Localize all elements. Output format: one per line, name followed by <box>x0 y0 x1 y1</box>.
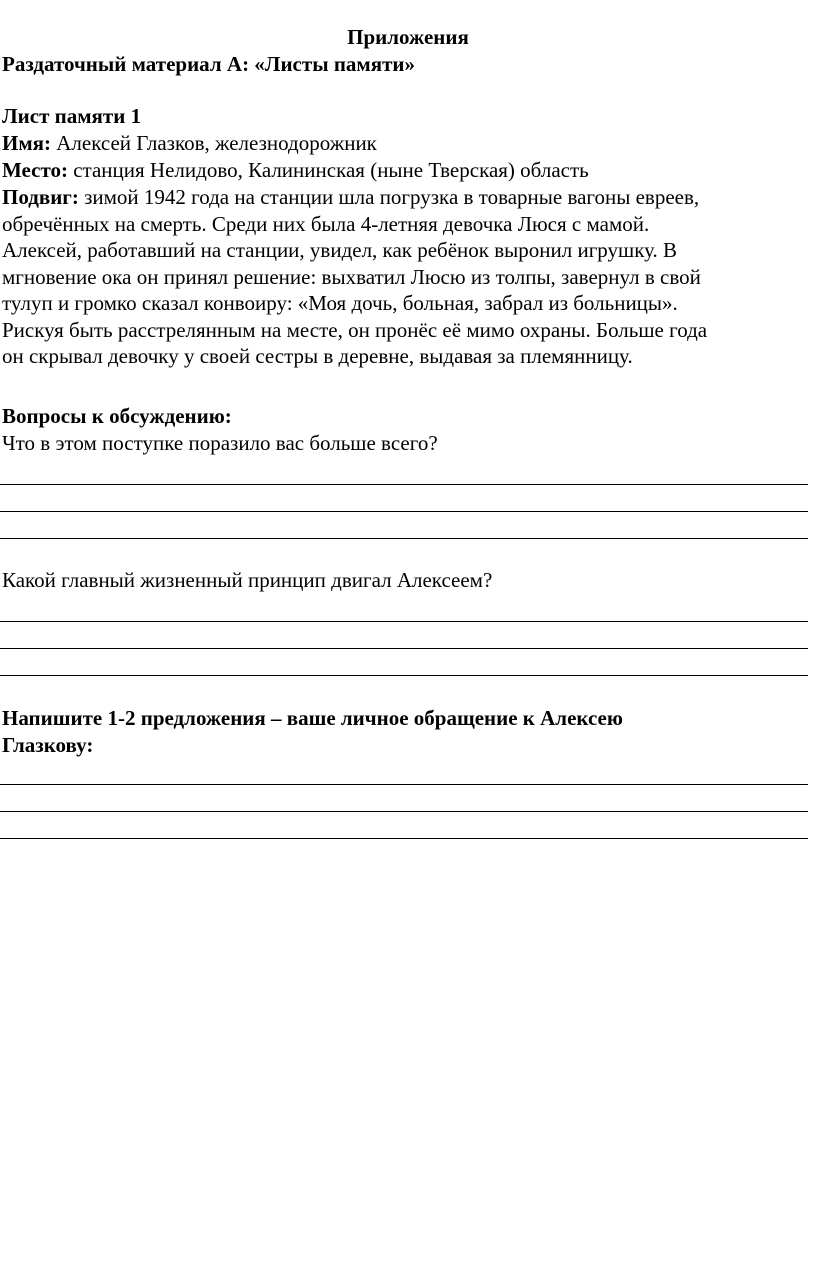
handout-subtitle: Раздаточный материал А: «Листы памяти» <box>2 52 416 76</box>
answer-line[interactable] <box>0 538 808 539</box>
place-line <box>2 157 810 184</box>
task-heading-line: Напишите 1-2 предложения – ваше личное обращение к Алексею <box>2 706 623 730</box>
sheet-heading: Лист памяти 1 <box>2 104 142 128</box>
feat-line: обречённых на смерть. Среди них была 4-летняя девочка Люся с мамой. <box>2 211 650 236</box>
answer-line[interactable] <box>0 621 808 622</box>
appendix-title: Приложения <box>347 25 469 49</box>
answer-line[interactable] <box>0 648 808 649</box>
answer-line[interactable] <box>0 511 808 512</box>
feat-line: Рискуя быть расстрелянным на месте, он пронёс её мимо охраны. Больше года <box>2 317 708 342</box>
task-heading <box>2 705 810 758</box>
name-label: Имя: <box>2 131 51 155</box>
place-value: станция Нелидово, Калининская (ныне Тверская) область <box>67 158 589 182</box>
answer-line[interactable] <box>0 675 808 676</box>
name-value: Алексей Глазков, железнодорожник <box>51 131 377 155</box>
feat-label: Подвиг: <box>2 185 79 209</box>
question-2: Какой главный жизненный принцип двигал Алексеем? <box>2 568 493 592</box>
feat-line: тулуп и громко сказал конвоиру: «Моя дочь, больная, забрал из больницы». <box>2 291 678 315</box>
feat-line: мгновение ока он принял решение: выхватил Люсю из толпы, завернул в свой <box>2 264 701 289</box>
feat-line: он скрывал девочку у своей сестры в деревне, выдавая за племянницу. <box>2 344 633 368</box>
task-heading-line: Глазкову: <box>2 732 94 757</box>
feat-line: Алексей, работавший на станции, увидел, как ребёнок выронил игрушку. В <box>2 238 678 262</box>
answer-line[interactable] <box>0 811 808 812</box>
question-1: Что в этом поступке поразило вас больше всего? <box>2 431 438 455</box>
feat-line: Подвиг: зимой 1942 года на станции шла погрузка в товарные вагоны евреев, <box>2 185 700 209</box>
questions-heading: Вопросы к обсуждению: <box>2 404 232 428</box>
name-line <box>2 130 810 157</box>
feat-paragraph <box>2 184 810 370</box>
answer-line[interactable] <box>0 484 808 485</box>
answer-line[interactable] <box>0 838 808 839</box>
place-label: Место: <box>2 158 68 182</box>
answer-line[interactable] <box>0 784 808 785</box>
